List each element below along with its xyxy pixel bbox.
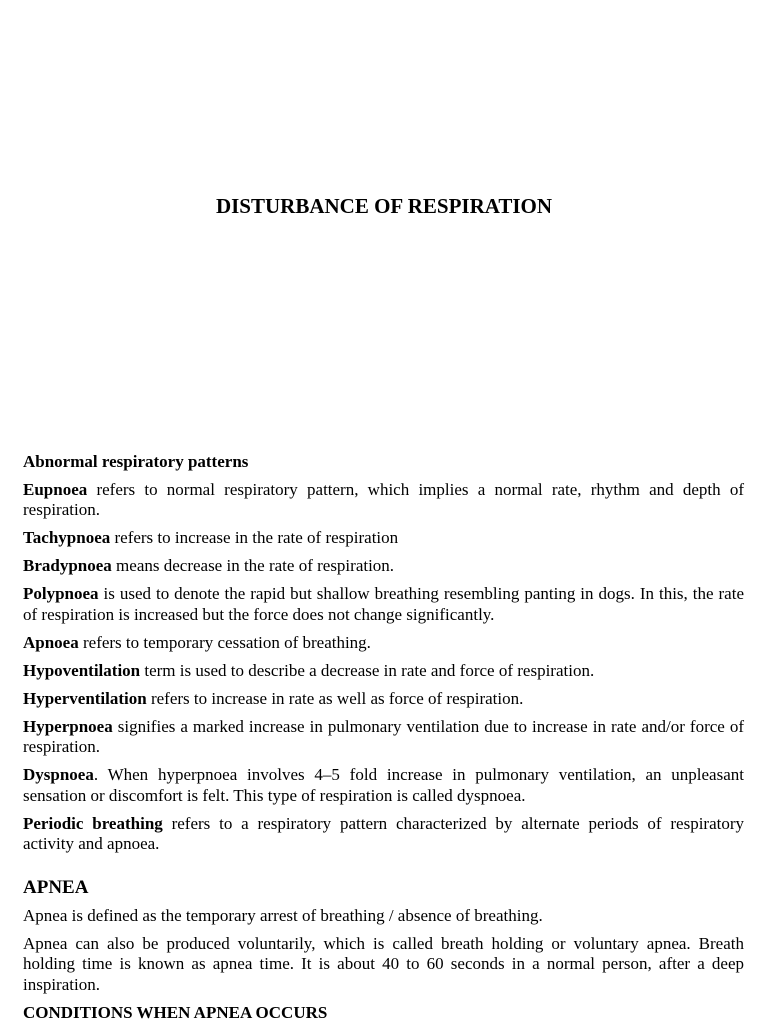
page-title: DISTURBANCE OF RESPIRATION xyxy=(215,194,553,218)
definition-eupnoea xyxy=(23,480,744,521)
apnea-heading: APNEA xyxy=(23,876,89,898)
apnea-paragraph: Apnea can also be produced voluntarily, which is called breath holding or voluntary apnea. Breath holding time is known as apnea time. It is about 40 to 60 seconds in a normal person, after a deep inspiration. xyxy=(23,933,744,994)
document-body xyxy=(23,452,744,1023)
conditions-heading: CONDITIONS WHEN APNEA OCCURS xyxy=(23,1002,328,1022)
definition-text: signifies a marked increase in pulmonary ventilation due to increase in rate and/or force of respiration. xyxy=(23,716,744,756)
definition-term: Polypnoea xyxy=(23,584,99,603)
definition-term: Periodic breathing xyxy=(23,813,163,833)
definition-apnoea xyxy=(23,633,744,654)
definition-term: Bradypnoea xyxy=(23,556,112,575)
definition-term: Hyperpnoea xyxy=(23,716,113,736)
definition-hyperventilation xyxy=(23,689,744,710)
apnea-paragraph: Apnea is defined as the temporary arrest of breathing / absence of breathing. xyxy=(23,905,543,925)
definition-text: is used to denote the rapid but shallow breathing resembling panting in dogs. In this, the rate of respiration is increased but the force does not change significantly. xyxy=(23,584,744,624)
definition-bradypnoea xyxy=(23,556,744,577)
definition-text: refers to a respiratory pattern characterized by alternate periods of respiratory activity and apnoea. xyxy=(23,813,745,853)
definition-text: refers to normal respiratory pattern, which implies a normal rate, rhythm and depth of respiration. xyxy=(23,479,744,519)
section-heading: Abnormal respiratory patterns xyxy=(23,452,249,471)
definition-term: Hypoventilation xyxy=(23,660,141,680)
definition-periodic-breathing xyxy=(23,814,744,855)
definition-term: Hyperventilation xyxy=(23,688,147,708)
definition-text: term is used to describe a decrease in rate and force of respiration. xyxy=(140,660,595,680)
definition-term: Eupnoea xyxy=(23,479,88,499)
definition-text: refers to temporary cessation of breathing. xyxy=(78,632,371,652)
definition-term: Tachypnoea xyxy=(23,528,111,547)
definition-term: Dyspnoea xyxy=(23,765,94,784)
definition-text: refers to increase in the rate of respiration xyxy=(110,528,399,547)
definition-hypoventilation xyxy=(23,661,744,682)
definition-tachypnoea xyxy=(23,528,744,549)
definition-hyperpnoea xyxy=(23,717,744,758)
definition-term: Apnoea xyxy=(23,632,79,652)
definition-text: . When hyperpnoea involves 4–5 fold increase in pulmonary ventilation, an unpleasant sensation or discomfort is felt. This type of respiration is called dyspnoea. xyxy=(23,765,744,805)
definition-text: refers to increase in rate as well as force of respiration. xyxy=(146,688,524,708)
definition-text: means decrease in the rate of respiration. xyxy=(111,556,395,575)
definition-polypnoea xyxy=(23,584,744,625)
definition-dyspnoea xyxy=(23,765,744,806)
